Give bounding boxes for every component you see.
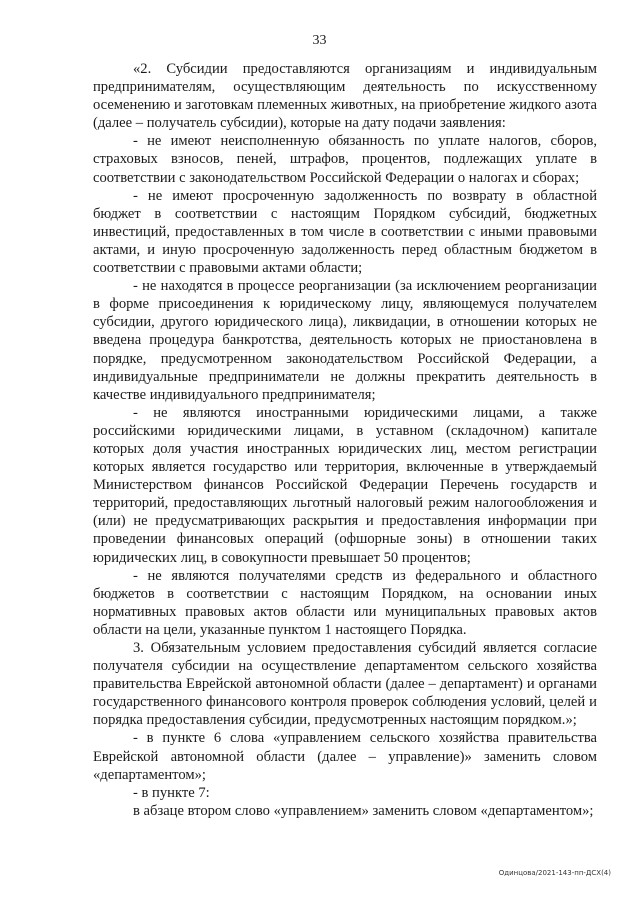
paragraph-not-foreign-entities: - не являются иностранными юридическими лицами, а также российскими юридическими лицами, в уставном (складочном) капитале которых доля участия иностранных юридических лиц, местом регистрации которых является государство или территория, включенные в утверждаемый Министерством финансов Российской Федерации Перечень государств и территорий, предоставляющих льготный налоговый режим налогообложения и (или) не предусматривающих раскрытия и предоставления информации при проведении финансовых операций (офшорные зоны) в отношении таких юридических лиц, в совокупности превышает 50 процентов; (93, 404, 597, 566)
document-body (93, 60, 597, 820)
page-number: 33 (312, 33, 327, 48)
paragraph-no-reorganization: - не находятся в процессе реорганизации (за исключением реорганизации в форме присоединения к юридическому лицу, являющемуся получателем субсидии, другого юридического лица), ликвидации, в отношении которых не введена процедура банкротства, деятельность которых не приостановлена в порядке, предусмотренном законодательством Российской Федерации, а индивидуальные предприниматели не должны прекратить деятельность в качестве индивидуального предпринимателя; (93, 278, 597, 403)
paragraph-point-7: - в пункте 7: (133, 784, 210, 801)
paragraph-no-budget-debt: - не имеют просроченную задолженность по возврату в областной бюджет в соответствии с настоящим Порядком субсидий, бюджетных инвестиций, предоставленных в том числе в соответствии с иными правовыми актами, и иную просроченную задолженность перед областным бюджетом в соответствии с правовыми актами области; (93, 187, 597, 277)
paragraph-no-tax-debt: - не имеют неисполненную обязанность по уплате налогов, сборов, страховых взносов, пеней, штрафов, процентов, подлежащих уплате в соответствии с законодательством Российской Федерации о налогах и сборах; (93, 133, 597, 186)
paragraph-not-other-recipients: - не являются получателями средств из федерального и областного бюджетов в соответствии с настоящим Порядком, на основании иных нормативных правовых актов области или муниципальных правовых актов области на цели, указанные пунктом 1 настоящего Порядка. (93, 567, 597, 638)
paragraph-subsidy-recipients: «2. Субсидии предоставляются организациям и индивидуальным предпринимателям, осуществляющим деятельность по искусственному осеменению и заготовкам племенных животных, на приобретение жидкого азота (далее – получатель субсидии), которые на дату подачи заявления: (93, 61, 597, 132)
paragraph-second-indent-amendment: в абзаце втором слово «управлением» заменить словом «департаментом»; (133, 802, 594, 819)
footer-document-code: Одинцова/2021-143-пп-ДСХ(4) (498, 869, 611, 877)
paragraph-mandatory-condition: 3. Обязательным условием предоставления субсидий является согласие получателя субсидии на осуществление департаментом сельского хозяйства правительства Еврейской автономной области (далее – департамент) и органами государственного финансового контроля проверок соблюдения условий, целей и порядка предоставления субсидии, предусмотренных настоящим порядком.»; (93, 640, 597, 729)
paragraph-point-6-amendment: - в пункте 6 слова «управлением сельского хозяйства правительства Еврейской автономной области (далее – управление)» заменить словом «департаментом»; (93, 730, 597, 783)
